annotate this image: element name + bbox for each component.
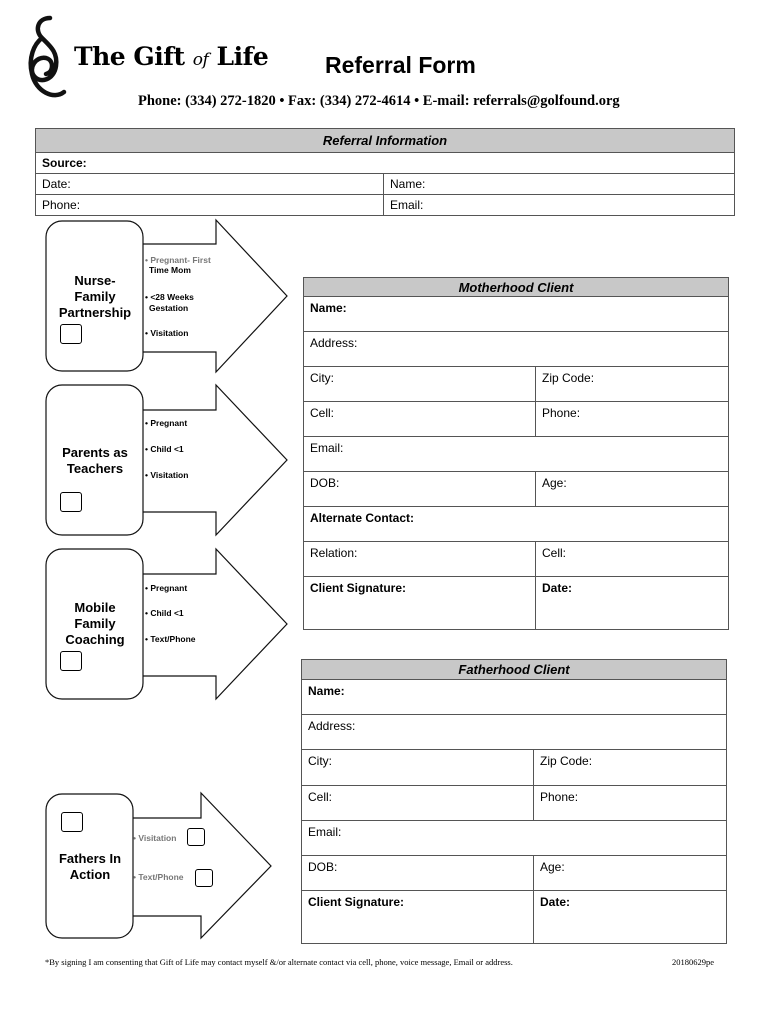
source-field[interactable]: Source:: [36, 153, 735, 174]
father-name-field[interactable]: Name:: [302, 680, 727, 715]
father-signature-field[interactable]: Client Signature:: [302, 891, 534, 944]
father-city-field[interactable]: City:: [302, 750, 534, 786]
father-dob-field[interactable]: DOB:: [302, 856, 534, 891]
org-name: The Gift: [74, 42, 185, 71]
title-line: Action: [69, 867, 111, 882]
program-title-fia: [48, 851, 132, 883]
title-line: Family: [74, 616, 116, 631]
father-zip-field[interactable]: Zip Code:: [534, 750, 727, 786]
father-email-field[interactable]: Email:: [302, 821, 727, 856]
alternate-cell-field[interactable]: Cell:: [536, 542, 729, 577]
form-title: Referral Form: [325, 52, 476, 78]
father-signature-date-field[interactable]: Date:: [534, 891, 727, 944]
mother-age-field[interactable]: Age:: [536, 472, 729, 507]
father-address-field[interactable]: Address:: [302, 715, 727, 750]
referral-email-field[interactable]: Email:: [384, 195, 735, 216]
mother-signature-date-field[interactable]: Date:: [536, 577, 729, 630]
nfp-checkbox[interactable]: [60, 324, 82, 344]
mfc-checkbox[interactable]: [60, 651, 82, 671]
mother-signature-field[interactable]: Client Signature:: [304, 577, 536, 630]
program-bullet: • Child <1: [145, 608, 184, 618]
title-line: Family: [74, 289, 116, 304]
program-arrows-graphic: [0, 0, 300, 1000]
mfc-arrow-shape: [140, 549, 287, 699]
referral-phone-field[interactable]: Phone:: [36, 195, 384, 216]
program-bullet: Gestation: [149, 303, 189, 313]
consent-footnote: *By signing I am consenting that Gift of Life may contact myself &/or alternate contact via cell, phone, voice message, Email or address.: [45, 957, 513, 967]
title-line: Parents as: [62, 445, 128, 460]
program-bullet: • <28 Weeks: [145, 292, 194, 302]
pat-arrow-shape: [140, 385, 287, 535]
fatherhood-client-table: [301, 659, 727, 944]
referral-info-title: Referral Information: [36, 129, 735, 153]
title-line: Nurse-: [74, 273, 116, 288]
title-line: Mobile: [74, 600, 116, 615]
title-line: Fathers In: [58, 851, 122, 866]
mother-name-field[interactable]: Name:: [304, 297, 729, 332]
program-bullet: • Visitation: [133, 833, 177, 843]
program-bullet: • Pregnant: [145, 418, 188, 428]
org-of: of: [192, 50, 209, 70]
mother-zip-field[interactable]: Zip Code:: [536, 367, 729, 402]
program-bullet: Time Mom: [149, 265, 191, 275]
motherhood-client-table: [303, 277, 729, 630]
mother-cell-field[interactable]: Cell:: [304, 402, 536, 437]
fatherhood-title: Fatherhood Client: [302, 660, 727, 680]
pat-checkbox[interactable]: [60, 492, 82, 512]
alternate-contact-field[interactable]: Alternate Contact:: [304, 507, 729, 542]
program-bullet: • Text/Phone: [133, 872, 184, 882]
program-bullet: • Visitation: [145, 470, 189, 480]
fia-text-phone-checkbox[interactable]: [195, 869, 213, 887]
program-title-mfc: [50, 600, 140, 648]
relation-field[interactable]: Relation:: [304, 542, 536, 577]
org-life: Life: [216, 42, 269, 71]
program-title-nfp: [50, 273, 140, 321]
program-bullet: • Text/Phone: [145, 634, 196, 644]
title-line: Partnership: [58, 305, 132, 320]
title-line: Coaching: [65, 632, 125, 647]
program-title-pat: [50, 445, 140, 477]
mother-address-field[interactable]: Address:: [304, 332, 729, 367]
program-bullet: • Child <1: [145, 444, 184, 454]
contact-line: Phone: (334) 272-1820 • Fax: (334) 272-4614 • E-mail: referrals@golfound.org: [138, 93, 620, 109]
mother-email-field[interactable]: Email:: [304, 437, 729, 472]
program-bullet: • Visitation: [145, 328, 189, 338]
mother-dob-field[interactable]: DOB:: [304, 472, 536, 507]
fia-visitation-checkbox[interactable]: [187, 828, 205, 846]
referral-name-field[interactable]: Name:: [384, 174, 735, 195]
form-code: 20180629pe: [672, 957, 715, 967]
fia-checkbox[interactable]: [61, 812, 83, 832]
father-age-field[interactable]: Age:: [534, 856, 727, 891]
program-bullet: • Pregnant: [145, 583, 188, 593]
father-phone-field[interactable]: Phone:: [534, 786, 727, 821]
mother-city-field[interactable]: City:: [304, 367, 536, 402]
father-cell-field[interactable]: Cell:: [302, 786, 534, 821]
motherhood-title: Motherhood Client: [304, 278, 729, 297]
title-line: Teachers: [66, 461, 124, 476]
mother-phone-field[interactable]: Phone:: [536, 402, 729, 437]
program-bullet: • Pregnant- First: [145, 255, 211, 265]
referral-date-field[interactable]: Date:: [36, 174, 384, 195]
fia-arrow-shape: [130, 793, 271, 938]
